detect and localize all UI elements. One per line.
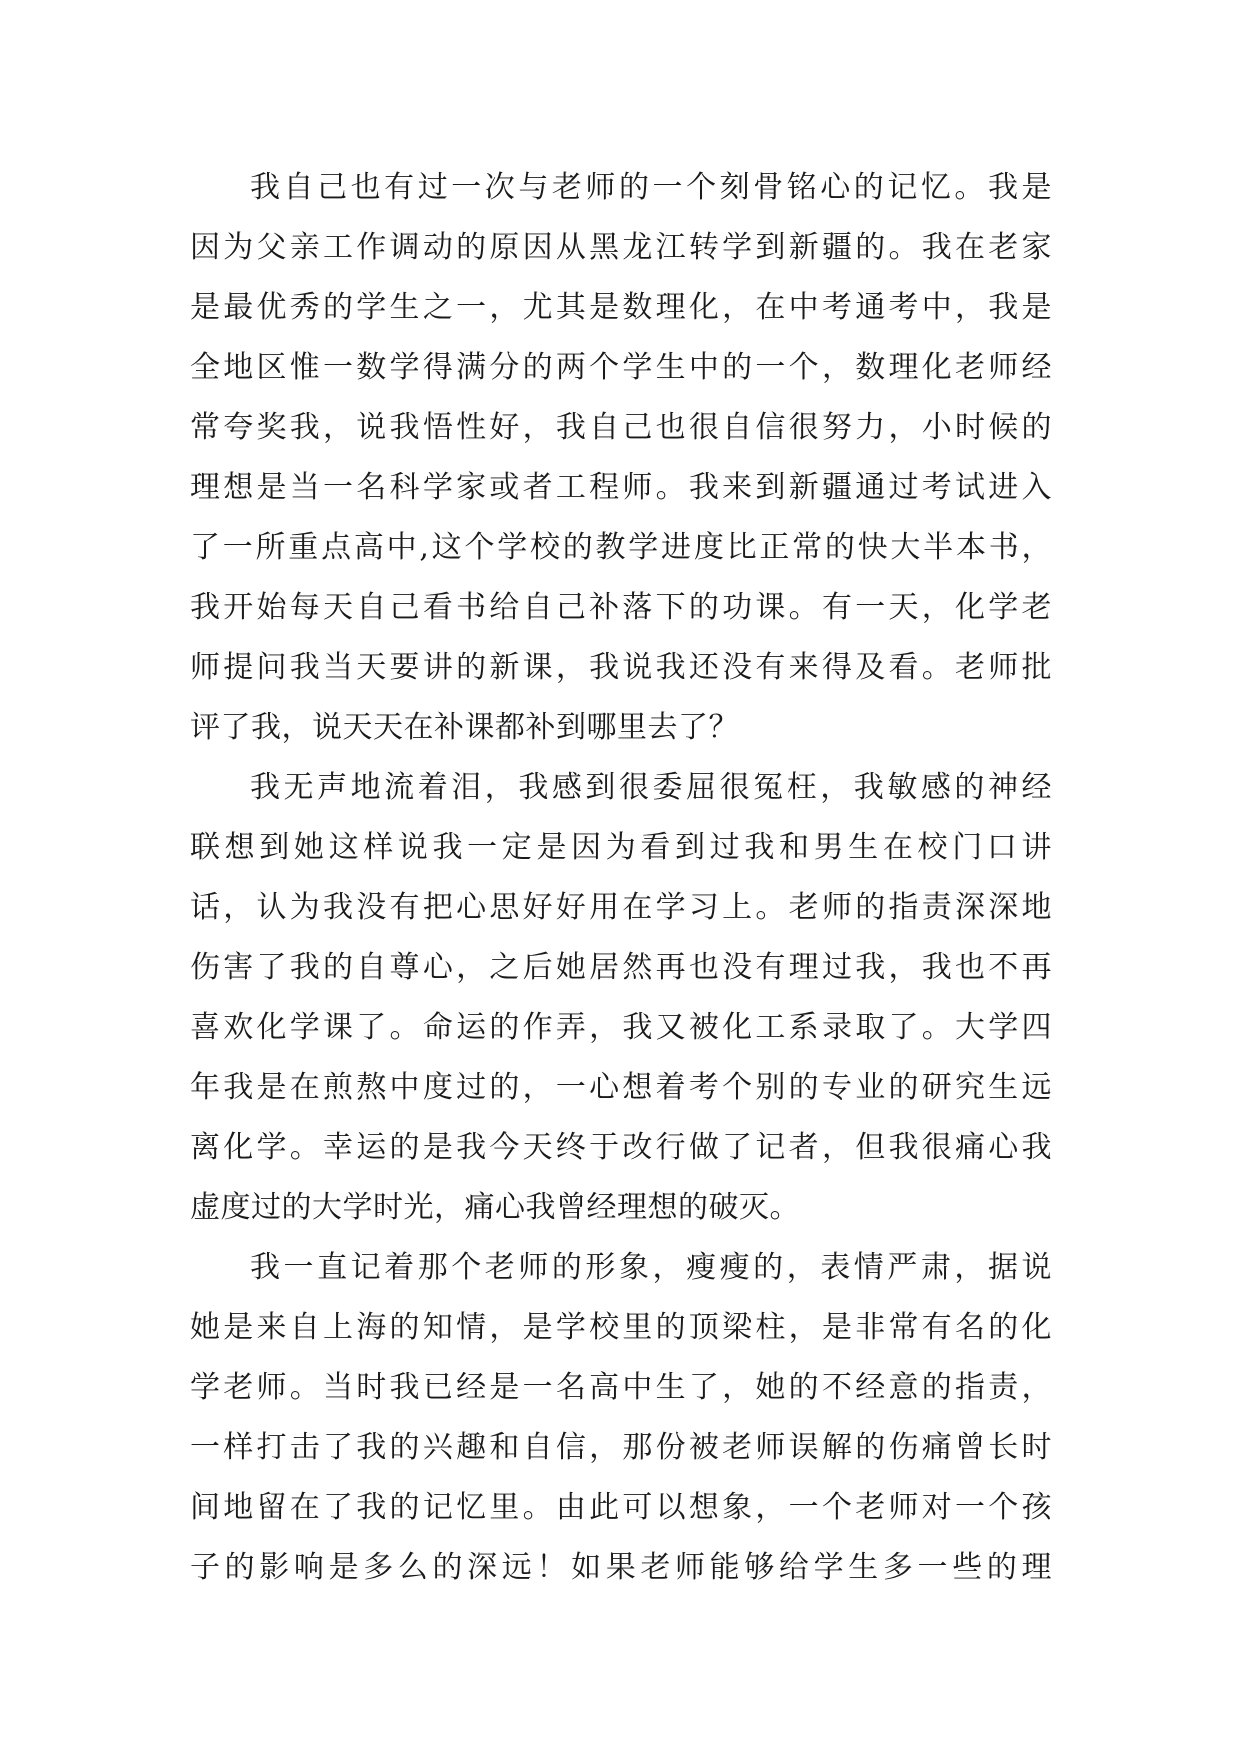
text-line: 一样打击了我的兴趣和自信，那份被老师误解的伤痛曾长时: [190, 1430, 1052, 1465]
text-line: 话，认为我没有把心思好好用在学习上。老师的指责深深地: [190, 890, 1052, 925]
text-line: 虚度过的大学时光，痛心我曾经理想的破灭。: [190, 1190, 800, 1225]
text-line: 间地留在了我的记忆里。由此可以想象，一个老师对一个孩: [190, 1490, 1052, 1525]
text-line: 全地区惟一数学得满分的两个学生中的一个，数理化老师经: [190, 350, 1052, 385]
paragraph-1: [190, 158, 1052, 758]
text-line: 我开始每天自己看书给自己补落下的功课。有一天，化学老: [190, 590, 1052, 625]
paragraph-2: [190, 758, 1052, 1238]
text-line: 师提问我当天要讲的新课，我说我还没有来得及看。老师批: [190, 650, 1052, 685]
text-line: 我自己也有过一次与老师的一个刻骨铭心的记忆。我是: [250, 170, 1052, 205]
text-line: 理想是当一名科学家或者工程师。我来到新疆通过考试进入: [190, 470, 1052, 505]
text-line: 是最优秀的学生之一，尤其是数理化，在中考通考中，我是: [190, 290, 1052, 325]
text-line: 学老师。当时我已经是一名高中生了，她的不经意的指责，: [190, 1370, 1052, 1405]
text-line: 因为父亲工作调动的原因从黑龙江转学到新疆的。我在老家: [190, 230, 1052, 265]
text-line: 喜欢化学课了。命运的作弄，我又被化工系录取了。大学四: [190, 1010, 1052, 1045]
text-line: 评了我，说天天在补课都补到哪里去了？: [190, 710, 739, 745]
text-line: 年我是在煎熬中度过的，一心想着考个别的专业的研究生远: [190, 1070, 1052, 1105]
text-line: 她是来自上海的知情，是学校里的顶梁柱，是非常有名的化: [190, 1310, 1052, 1345]
text-line: 离化学。幸运的是我今天终于改行做了记者，但我很痛心我: [190, 1130, 1052, 1165]
text-line: 我一直记着那个老师的形象，瘦瘦的，表情严肃，据说: [250, 1250, 1052, 1285]
text-line: 子的影响是多么的深远！如果老师能够给学生多一些的理: [190, 1550, 1052, 1585]
text-line: 了一所重点高中,这个学校的教学进度比正常的快大半本书，: [190, 530, 1052, 565]
text-line: 常夸奖我，说我悟性好，我自己也很自信很努力，小时候的: [190, 410, 1052, 445]
text-line: 联想到她这样说我一定是因为看到过我和男生在校门口讲: [190, 830, 1052, 865]
paragraph-3: [190, 1238, 1052, 1598]
text-line: 伤害了我的自尊心，之后她居然再也没有理过我，我也不再: [190, 950, 1052, 985]
document-body: [190, 158, 1052, 1598]
text-line: 我无声地流着泪，我感到很委屈很冤枉，我敏感的神经: [250, 770, 1052, 805]
